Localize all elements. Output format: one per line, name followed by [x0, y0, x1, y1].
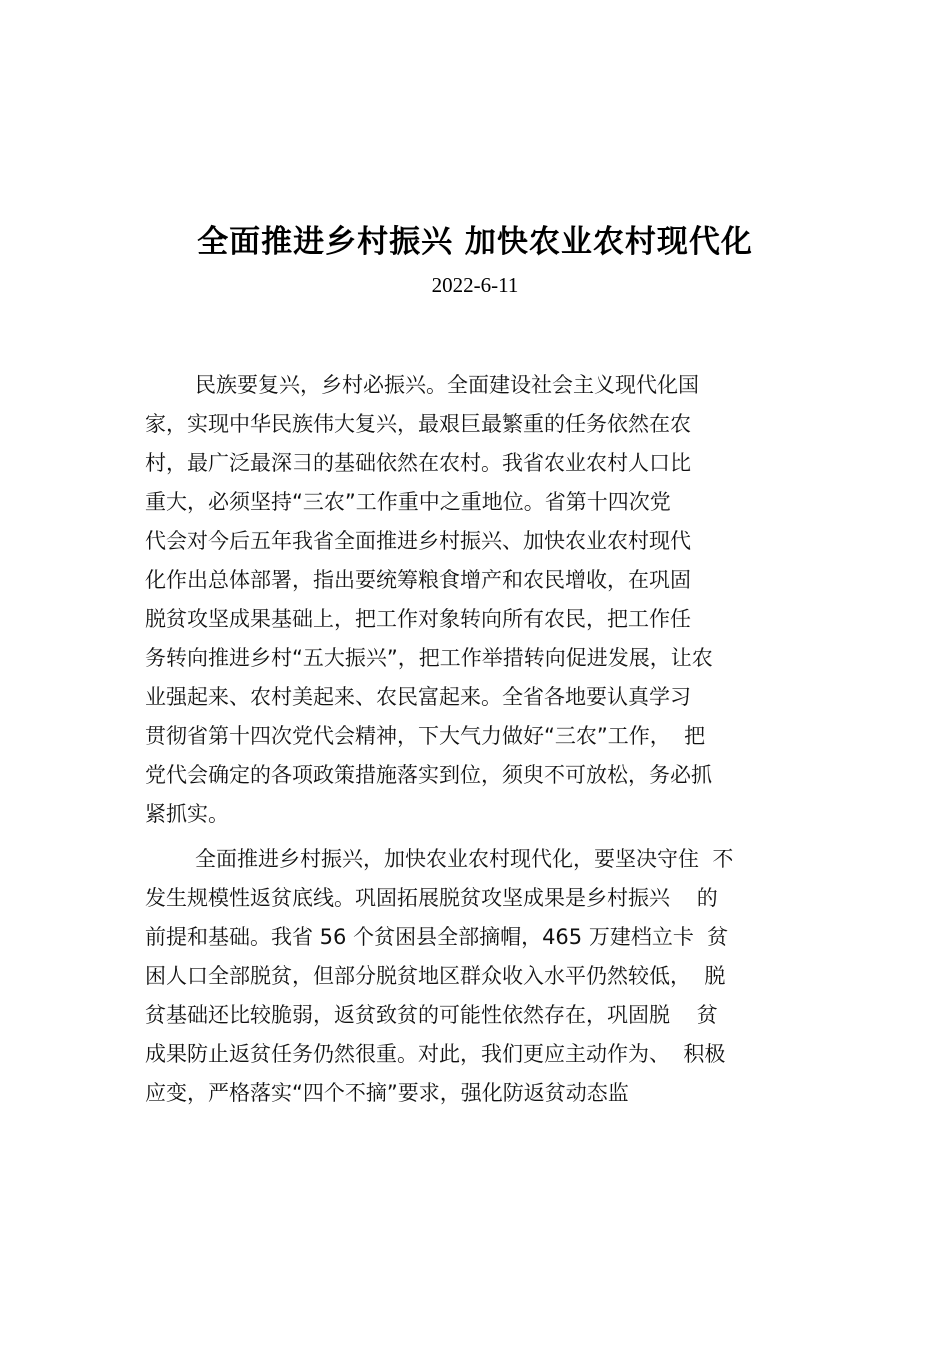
text-line: 家，实现中华民族伟大复兴，最艰巨最繁重的任务依然在农 [145, 412, 691, 436]
text-line: 村，最广泛最深彐的基础依然在农村。我省农业农村人口比 [145, 451, 691, 475]
text-line: 紧抓实。 [145, 802, 229, 826]
text-line: 民族要复兴，乡村必振兴。全面建设社会主义现代化国 [195, 373, 699, 397]
text-line: 应变，严格落实“四个不摘”要求，强化防返贫动态监 [145, 1081, 629, 1105]
text-line: 化作出总体部署，指出要统筹粮食增产和农民增收，在巩固 [145, 568, 691, 592]
text-line: 代会对今后五年我省全面推进乡村振兴、加快农业农村现代 [145, 529, 691, 553]
text-line: 业强起来、农村美起来、农民富起来。全省各地要认真学习 [145, 685, 691, 709]
text-line: 贫基础还比较脆弱，返贫致贫的可能性依然存在，巩固脱 贫 [145, 1003, 718, 1027]
text-line: 重大，必须坚持“三农”工作重中之重地位。省第十四次党 [145, 490, 671, 514]
text-line: 贯彻省第十四次党代会精神，下大气力做好“三农”工作， 把 [145, 724, 706, 748]
text-line: 发生规模性返贫底线。巩固拓展脱贫攻坚成果是乡村振兴 的 [145, 886, 718, 910]
text-line: 全面推进乡村振兴，加快农业农村现代化，要坚决守住 不 [195, 847, 734, 871]
text-line: 成果防止返贫任务仍然很重。对此，我们更应主动作为、 积极 [145, 1042, 726, 1066]
paragraph-2 [145, 840, 845, 1113]
paragraph-1 [145, 366, 845, 834]
text-line: 前提和基础。我省 56 个贫困县全部摘帽，465 万建档立卡 贫 [145, 925, 729, 949]
document-date: 2022-6-11 [431, 273, 519, 297]
text-line: 困人口全部脱贫，但部分脱贫地区群众收入水平仍然较低， 脱 [145, 964, 726, 988]
text-line: 务转向推进乡村“五大振兴”，把工作举措转向促进发展，让农 [145, 646, 713, 670]
text-line: 党代会确定的各项政策措施落实到位，须臾不可放松，务必抓 [145, 763, 712, 787]
document-title: 全面推进乡村振兴 加快农业农村现代化 [197, 224, 753, 260]
document-body [145, 366, 845, 1113]
text-line: 脱贫攻坚成果基础上，把工作对象转向所有农民，把工作任 [145, 607, 691, 631]
